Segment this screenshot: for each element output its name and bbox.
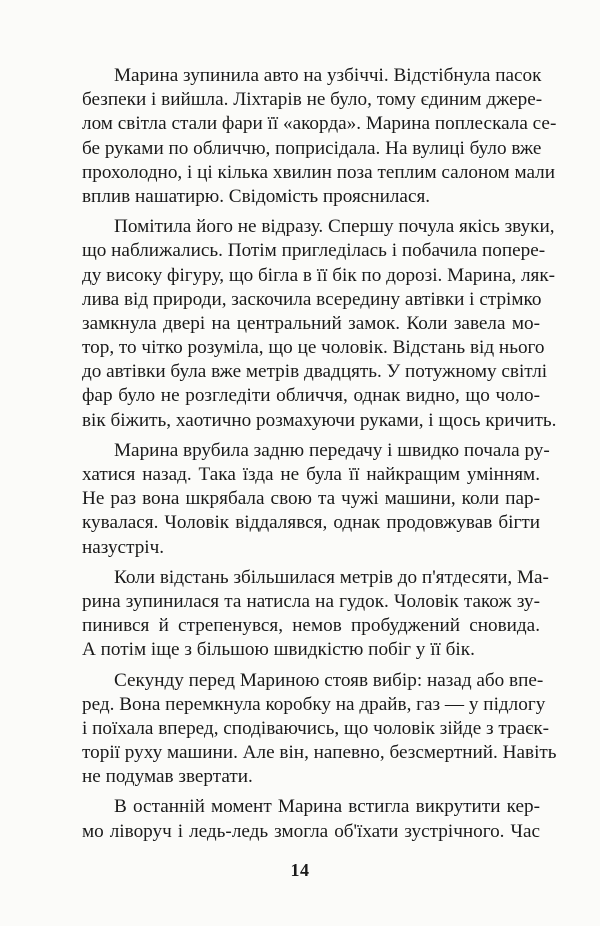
- text-line: замкнула двері на центральний замок. Коли завела мо-: [82, 312, 540, 334]
- page-number: 14: [290, 860, 310, 880]
- text-line: до автівки була вже метрів двадцять. У потужному світлі: [82, 361, 548, 383]
- text-line: Марина зупинила авто на узбіччі. Відстібнула пасок: [114, 65, 542, 86]
- text-line: кувалася. Чоловік віддалявся, однак продовжував бігти: [82, 512, 540, 534]
- text-line: лива від природи, заскочила всередину автівки і стрімко: [82, 288, 542, 310]
- text-line: Марина врубила задню передачу і швидко почала ру-: [114, 439, 550, 461]
- text-line: і поїхала вперед, сподіваючись, що чоловік зійде з траєк-: [82, 717, 550, 739]
- text-line: вплив нашатирю. Свідомість прояснилася.: [82, 185, 431, 207]
- text-line: безпеки і вийшла. Ліхтарів не було, тому єдиним джере-: [82, 89, 543, 111]
- text-line: що наближались. Потім пригледілась і побачила попере-: [82, 240, 546, 262]
- text-line: Не раз вона шкрябала свою та чужі машини, коли пар-: [82, 488, 540, 510]
- text-line: лом світла стали фари її «акорда». Марина поплескала се-: [82, 113, 557, 135]
- text-line: рина зупинилася та натисла на гудок. Чоловік також зу-: [82, 590, 540, 612]
- paragraph-1: [82, 64, 557, 209]
- text-line: не подумав звертати.: [82, 766, 253, 788]
- text-line: бе руками по обличчю, поприсідала. На вулиці було вже: [82, 137, 542, 159]
- text-line: пинився й стрепенувся, немов пробуджений сновида.: [82, 615, 540, 637]
- body-text: [82, 64, 557, 844]
- text-line: Секунду перед Мариною стояв вибір: назад або впе-: [114, 669, 544, 691]
- paragraph-6: [82, 795, 540, 843]
- text-line: прохолодно, і ці кілька хвилин поза теплим салоном мали: [82, 161, 555, 183]
- text-line: хатися назад. Така їзда не була її найкращим умінням.: [82, 464, 540, 485]
- paragraph-2: [82, 215, 557, 433]
- text-line: ду високу фігуру, що бігла в її бік по дорозі. Марина, ляк-: [82, 264, 556, 286]
- text-line: назустріч.: [82, 536, 165, 558]
- text-line: ред. Вона перемкнула коробку на драйв, газ — у підлогу: [82, 693, 546, 715]
- text-line: мо ліворуч і ледь-ледь змогла об'їхати зустрічного. Час: [82, 820, 540, 842]
- text-line: торії руху машини. Але він, напевно, безсмертний. Навіть: [82, 742, 557, 764]
- text-line: фар було не розгледіти обличчя, однак видно, що чоло-: [82, 385, 540, 407]
- text-line: вік біжить, хаотично розмахуючи руками, і щось кричить.: [82, 409, 557, 431]
- paragraph-4: [82, 566, 549, 663]
- text-line: Коли відстань збільшилася метрів до п'ятдесяти, Ма-: [114, 566, 549, 588]
- paragraph-3: [82, 439, 550, 560]
- text-line: А потім іще з більшою швидкістю побіг у її бік.: [82, 639, 475, 661]
- paragraph-5: [82, 669, 557, 790]
- text-line: Помітила його не відразу. Спершу почула якісь звуки,: [114, 216, 555, 238]
- text-line: тор, то чітко розуміла, що це чоловік. Відстань від нього: [82, 337, 545, 359]
- text-line: В останній момент Марина встигла викрутити кер-: [114, 796, 540, 818]
